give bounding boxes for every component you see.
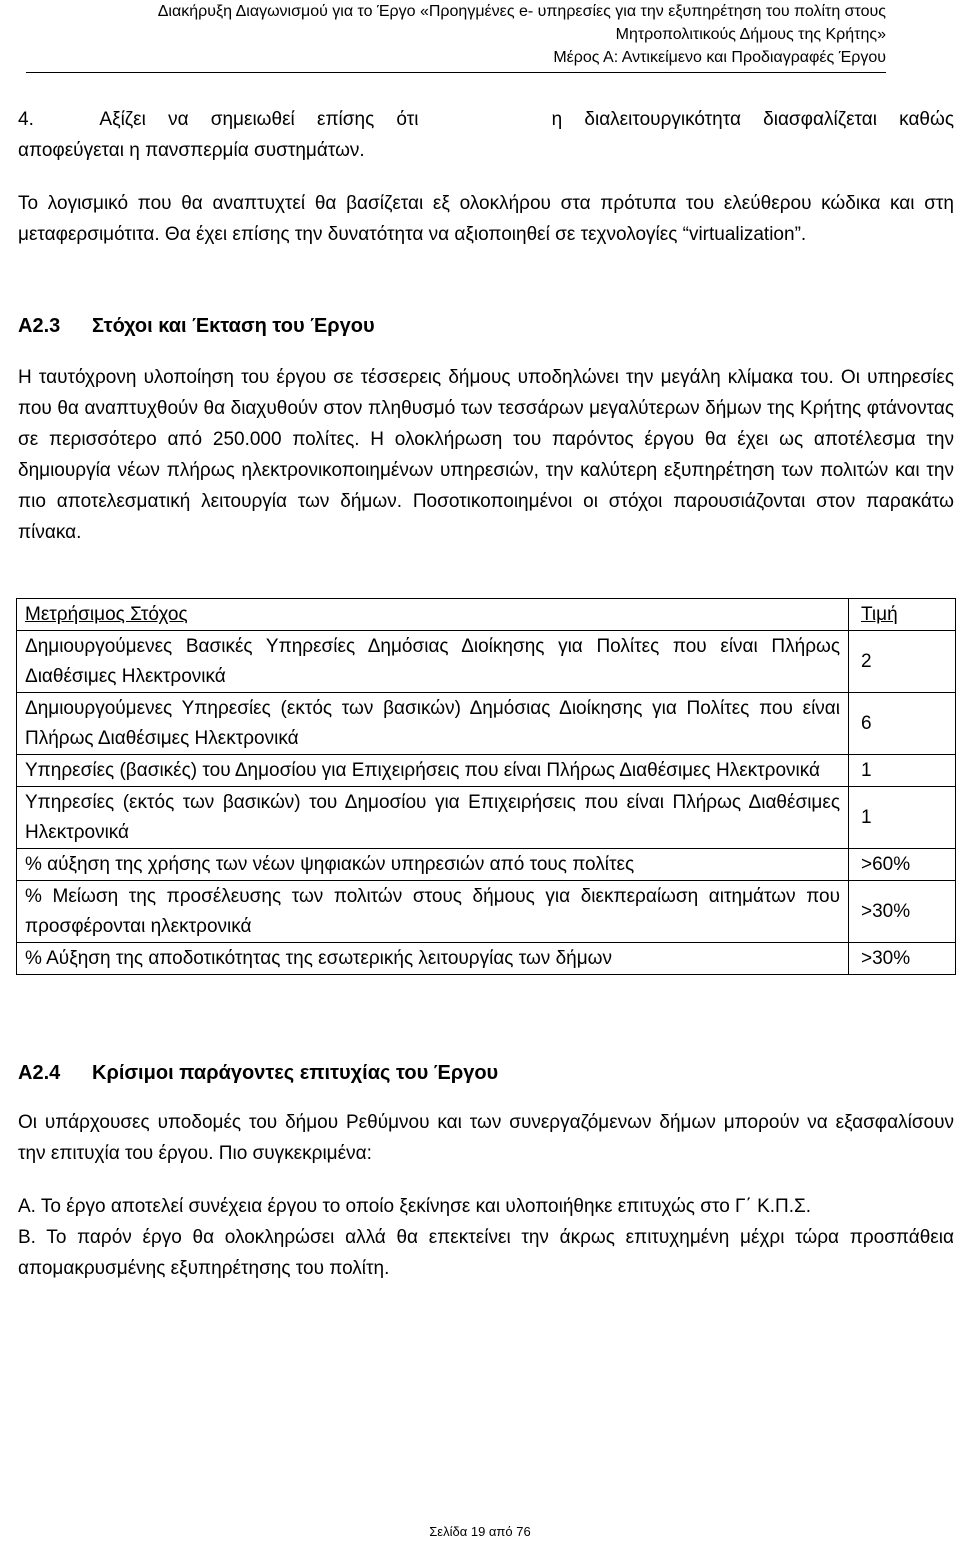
page-footer — [0, 1524, 960, 1540]
item-4-paragraph — [18, 104, 954, 166]
kpi-table — [16, 598, 956, 975]
kpi-col-goal: Μετρήσιμος Στόχος — [17, 599, 849, 631]
kpi-value-cell: >30% — [849, 881, 956, 943]
kpi-value-cell: 1 — [849, 755, 956, 787]
kpi-goal-cell: % Μείωση της προσέλευσης των πολιτών στους δήμους για διεκπεραίωση αιτημάτων που προσφέρονται ηλεκτρονικά — [17, 881, 849, 943]
table-row — [17, 787, 956, 849]
table-row — [17, 631, 956, 693]
section-a23-heading — [18, 312, 954, 340]
header-line-2: Μητροπολιτικούς Δήμους της Κρήτης» — [615, 26, 886, 43]
kpi-goal-cell: Υπηρεσίες (εκτός των βασικών) του Δημοσίου για Επιχειρήσεις που είναι Πλήρως Διαθέσιμες Ηλεκτρονικά — [17, 787, 849, 849]
table-row — [17, 849, 956, 881]
kpi-value-cell: 6 — [849, 693, 956, 755]
header-line-3: Μέρος Α: Αντικείμενο και Προδιαγραφές Έργου — [553, 49, 886, 66]
section-a24-heading — [18, 1059, 954, 1087]
section-a23-paragraph: Η ταυτόχρονη υλοποίηση του έργου σε τέσσερεις δήμους υποδηλώνει την μεγάλη κλίμακα του. Οι υπηρεσίες που θα αναπτυχθούν θα διαχυθούν στον πληθυσμό των τεσσάρων μεγαλύτερων δήμων της Κρήτης φτάνοντας σε περισσότερο από 250.000 πολίτες. Η ολοκλήρωση του παρόντος έργου θα έχει ως αποτέλεσμα την δημιουργία νέων πλήρως ηλεκτρονικοποιημένων υπηρεσιών, την καλύτερη εξυπηρέτηση των πολιτών και την πιο αποτελεσματική λειτουργία των δήμων. Ποσοτικοποιημένοι οι στόχοι παρουσιάζονται στον παρακάτω πίνακα. — [18, 367, 954, 543]
kpi-col-value: Τιμή — [849, 599, 956, 631]
page-content — [18, 104, 954, 1284]
table-row — [17, 881, 956, 943]
software-paragraph: Το λογισμικό που θα αναπτυχτεί θα βασίζεται εξ ολοκλήρου στα πρότυπα του ελεύθερου κώδικα και στη μεταφερσιμότιτα. Θα έχει επίσης την δυνατότητα να αξιοποιηθεί σε τεχνολογίες “virtualization”. — [18, 193, 954, 245]
kpi-value-cell: 2 — [849, 631, 956, 693]
section-a23-number: Α2.3 — [18, 315, 61, 337]
list-item-a: Α. Το έργο αποτελεί συνέχεια έργου το οποίο ξεκίνησε και υλοποιήθηκε επιτυχώς στο Γ΄ Κ.Π.Σ. — [18, 1196, 812, 1217]
item-4-line-1: 4. Αξίζει να σημειωθεί επίσης ότι η διαλειτουργικότητα διασφαλίζεται καθώς — [18, 109, 954, 130]
table-row — [17, 693, 956, 755]
section-a23-title: Στόχοι και Έκταση του Έργου — [92, 315, 375, 337]
section-a24-number: Α2.4 — [18, 1062, 61, 1084]
page-header — [26, 0, 886, 73]
kpi-value-cell: >30% — [849, 943, 956, 975]
page-number: Σελίδα 19 από 76 — [429, 1524, 531, 1539]
kpi-goal-cell: Δημιουργούμενες Υπηρεσίες (εκτός των βασικών) Δημόσιας Διοίκησης για Πολίτες που είναι Πλήρως Διαθέσιμες Ηλεκτρονικά — [17, 693, 849, 755]
list-item-b: Β. Το παρόν έργο θα ολοκληρώσει αλλά θα επεκτείνει την άκρως επιτυχημένη μέχρι τώρα προσπάθεια απομακρυσμένης εξυπηρέτησης του πολίτη. — [18, 1227, 954, 1279]
header-line-1: Διακήρυξη Διαγωνισμού για το Έργο «Προηγμένες e- υπηρεσίες για την εξυπηρέτηση του πολίτη στους — [157, 3, 886, 20]
kpi-value-cell: 1 — [849, 787, 956, 849]
kpi-goal-cell: Δημιουργούμενες Βασικές Υπηρεσίες Δημόσιας Διοίκησης για Πολίτες που είναι Πλήρως Διαθέσιμες Ηλεκτρονικά — [17, 631, 849, 693]
kpi-goal-cell: Υπηρεσίες (βασικές) του Δημοσίου για Επιχειρήσεις που είναι Πλήρως Διαθέσιμες Ηλεκτρονικά — [17, 755, 849, 787]
kpi-goal-cell: % αύξηση της χρήσης των νέων ψηφιακών υπηρεσιών από τους πολίτες — [17, 849, 849, 881]
item-4-line-2: αποφεύγεται η πανσπερμία συστημάτων. — [18, 140, 365, 161]
kpi-value-cell: >60% — [849, 849, 956, 881]
table-row — [17, 755, 956, 787]
table-row — [17, 943, 956, 975]
section-a24-paragraph: Οι υπάρχουσες υποδομές του δήμου Ρεθύμνου και των συνεργαζόμενων δήμων μπορούν να εξασφαλίσουν την επιτυχία του έργου. Πιο συγκεκριμένα: — [18, 1112, 954, 1164]
kpi-table-header — [17, 599, 956, 631]
section-a24-title: Κρίσιμοι παράγοντες επιτυχίας του Έργου — [92, 1062, 499, 1084]
kpi-goal-cell: % Αύξηση της αποδοτικότητας της εσωτερικής λειτουργίας των δήμων — [17, 943, 849, 975]
